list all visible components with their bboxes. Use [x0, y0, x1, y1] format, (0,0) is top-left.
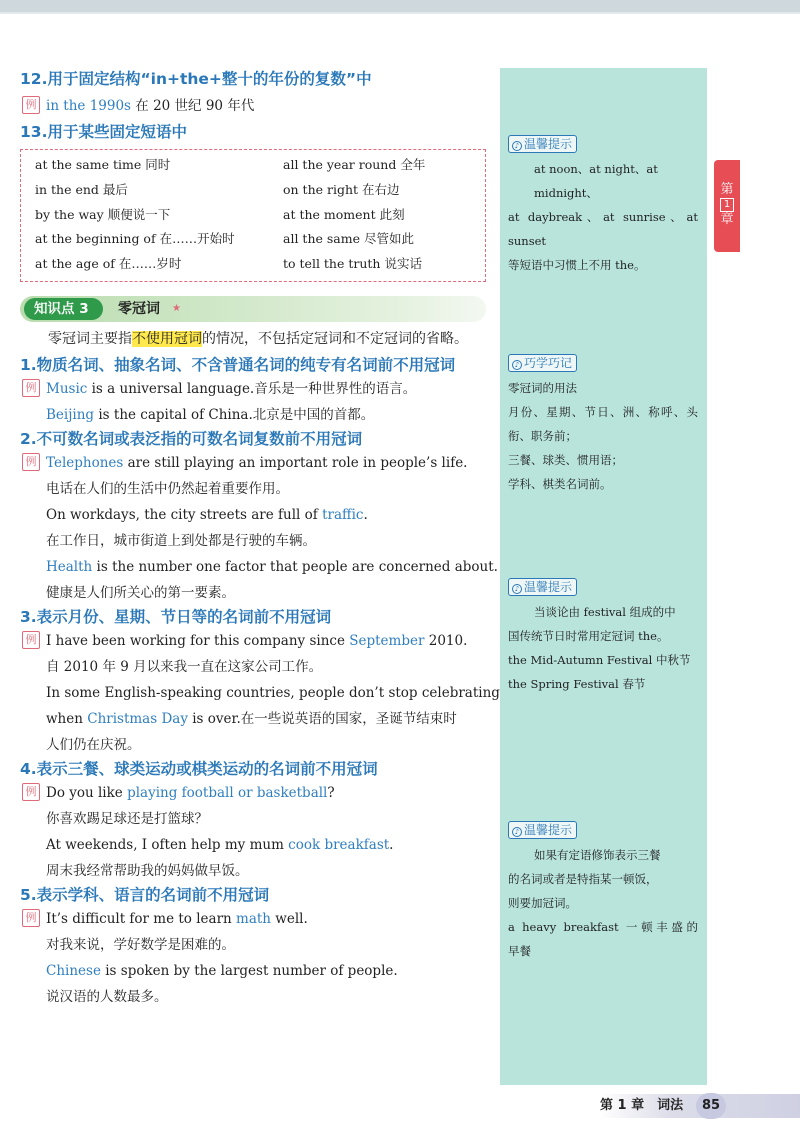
- tip-box-3: [508, 576, 698, 696]
- tip-1-text: at noon、at night、at midnight、 at daybreak、at sunrise、at sunset 等短语中习惯上不用 the。: [508, 162, 698, 272]
- section-title: 零冠词: [118, 300, 160, 317]
- example-mark-icon: 例: [22, 909, 40, 927]
- tip-tag: ♪ 温馨提示: [508, 578, 577, 596]
- phrase-item: to tell the truth 说实话: [283, 256, 422, 272]
- page-footer: [0, 1086, 800, 1126]
- star-icon: ★: [172, 302, 181, 314]
- chapter-tab-number: 1: [720, 198, 734, 212]
- section-label: 知识点 3: [24, 298, 103, 320]
- tip-box-4: [508, 819, 698, 963]
- tip-4-text: 如果有定语修饰表示三餐 的名词或者是特指某一顿饭， 则要加冠词。 a heavy breakfast 一顿丰盛的 早餐: [508, 848, 698, 958]
- phrase-item: at the age of 在……岁时: [35, 256, 182, 272]
- chapter-tab-bottom: 章: [720, 212, 734, 227]
- tip-box-2: [508, 352, 698, 496]
- rule-2-heading: 2.不可数名词或表泛指的可数名词复数前不用冠词: [20, 429, 363, 448]
- chapter-tab[interactable]: [714, 160, 740, 252]
- heading-12: 12.用于固定结构“in+the+整十的年份的复数”中: [20, 70, 372, 88]
- rule-5-heading: 5.表示学科、语言的名词前不用冠词: [20, 885, 270, 904]
- rule-1-example: 例 Music is a universal language.音乐是一种世界性的语言。 Beijing is the capital of China.北京是中国的首都。: [22, 376, 500, 428]
- rule-1-heading: 1.物质名词、抽象名词、不含普通名词的纯专有名词前不用冠词: [20, 355, 456, 374]
- rule-2-example: 例 Telephones are still playing an important role in people’s life. 电话在人们的生活中仍然起着重要作用。 On workdays, the city streets are full of traffic. 在工作日，城市街道上到处都是行驶的车辆。 Health is the number one factor that people are concerned about. 健康是人们所关心的第一要素。: [22, 450, 500, 606]
- intro-paragraph: 零冠词主要指不使用冠词的情况，不包括定冠词和不定冠词的省略。: [48, 330, 468, 347]
- rule-4-heading: 4.表示三餐、球类运动或棋类运动的名词前不用冠词: [20, 759, 378, 778]
- bulb-icon: ♪: [512, 584, 522, 594]
- top-border: [0, 0, 800, 12]
- example-mark-icon: 例: [22, 783, 40, 801]
- heading-13: 13.用于某些固定短语中: [20, 123, 187, 141]
- tip-3-text: 当谈论由 festival 组成的中 国传统节日时常用定冠词 the。 the Mid-Autumn Festival 中秋节 the Spring Festival 春节: [508, 605, 691, 691]
- example-mark-icon: 例: [22, 96, 40, 114]
- rule-4-example: 例 Do you like playing football or basketball? 你喜欢踢足球还是打篮球？ At weekends, I often help my mum cook breakfast. 周末我经常帮助我的妈妈做早饭。: [22, 780, 500, 884]
- section-header: [20, 296, 486, 322]
- highlight-text: 不使用冠词: [132, 330, 202, 347]
- phrase-table: [20, 149, 486, 282]
- tip-tag: ♪ 巧学巧记: [508, 354, 577, 372]
- phrase-item: at the same time 同时: [35, 157, 171, 172]
- example-12: [22, 93, 500, 119]
- example-12-text: in the 1990s 在 20 世纪 90 年代: [46, 98, 255, 114]
- example-mark-icon: 例: [22, 453, 40, 471]
- rule-5-example: 例 It’s difficult for me to learn math well. 对我来说，学好数学是困难的。 Chinese is spoken by the largest number of people. 说汉语的人数最多。: [22, 906, 500, 1010]
- phrase-item: at the beginning of 在……开始时: [35, 231, 235, 247]
- example-mark-icon: 例: [22, 379, 40, 397]
- bulb-icon: ♪: [512, 360, 522, 370]
- phrase-item: by the way 顺便说一下: [35, 206, 171, 222]
- top-border-line: [0, 12, 800, 14]
- tip-tag: ♪ 温馨提示: [508, 135, 577, 153]
- rule-3-example: 例 I have been working for this company since September 2010. 自 2010 年 9 月以来我一直在这家公司工作。 In some English-speaking countries, people don’t stop celebrating when Christmas Day is over.在一些说英语的国家，圣诞节结束时 人们仍在庆祝。: [22, 628, 500, 758]
- phrase-item: all the same 尽管如此: [283, 231, 414, 247]
- example-mark-icon: 例: [22, 631, 40, 649]
- chapter-tab-top: 第: [720, 182, 734, 197]
- phrase-item: on the right 在右边: [283, 181, 400, 197]
- bulb-icon: ♪: [512, 827, 522, 837]
- tip-2-text: 零冠词的用法 月份、星期、节日、洲、称呼、头 衔、职务前； 三餐、球类、惯用语； 学科、棋类名词前。: [508, 381, 698, 491]
- phrase-item: in the end 最后: [35, 181, 128, 197]
- footer-chapter: 第 1 章 词法: [600, 1098, 684, 1113]
- phrase-item: at the moment 此刻: [283, 206, 405, 222]
- rule-3-heading: 3.表示月份、星期、节日等的名词前不用冠词: [20, 607, 332, 626]
- tip-tag: ♪ 温馨提示: [508, 821, 577, 839]
- bulb-icon: ♪: [512, 141, 522, 151]
- main-column: [20, 68, 500, 1010]
- tip-box-1: [508, 133, 698, 277]
- phrase-item: all the year round 全年: [283, 157, 426, 172]
- page-number: 85: [696, 1093, 726, 1119]
